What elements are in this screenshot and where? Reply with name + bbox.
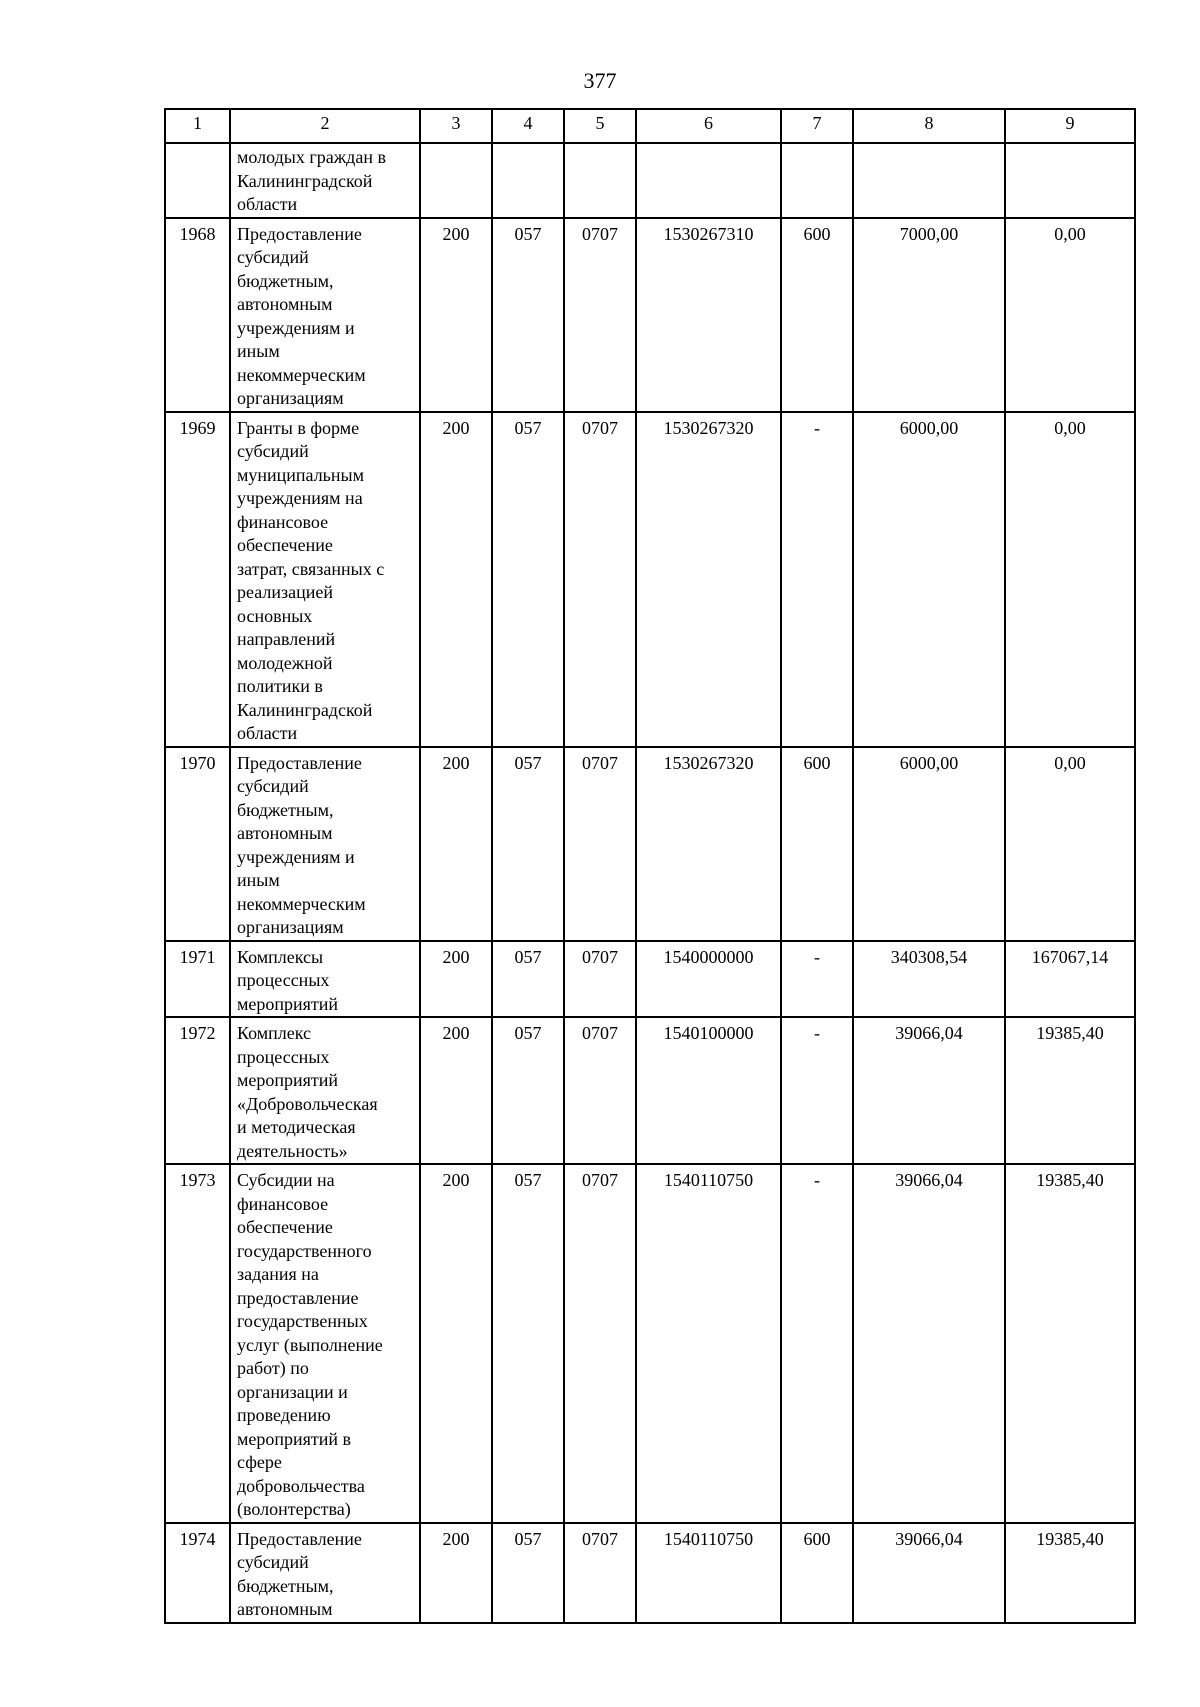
cell-col4: 057 <box>492 1017 564 1164</box>
cell-col5: 0707 <box>564 218 636 412</box>
cell-col6 <box>636 143 781 218</box>
row-number: 1969 <box>165 412 230 747</box>
table-row <box>165 412 1135 747</box>
cell-col6: 1530267320 <box>636 412 781 747</box>
column-header: 1 <box>165 109 230 143</box>
budget-table <box>164 108 1136 1624</box>
column-header: 9 <box>1005 109 1135 143</box>
cell-col5: 0707 <box>564 1523 636 1623</box>
cell-col3: 200 <box>420 747 492 941</box>
cell-col9: 0,00 <box>1005 747 1135 941</box>
row-number: 1968 <box>165 218 230 412</box>
item-name: молодых граждан в Калининградской области <box>230 143 420 218</box>
cell-col5: 0707 <box>564 412 636 747</box>
cell-col9: 167067,14 <box>1005 941 1135 1018</box>
row-number: 1973 <box>165 1164 230 1523</box>
cell-col7: 600 <box>781 1523 853 1623</box>
item-name: Предоставление субсидий бюджетным, автономным учреждениям и иным некоммерческим организациям <box>230 218 420 412</box>
cell-col4: 057 <box>492 747 564 941</box>
table-row <box>165 1523 1135 1623</box>
row-number: 1970 <box>165 747 230 941</box>
cell-col6: 1540100000 <box>636 1017 781 1164</box>
cell-col5: 0707 <box>564 1017 636 1164</box>
cell-col7: 600 <box>781 747 853 941</box>
row-number <box>165 143 230 218</box>
column-header: 7 <box>781 109 853 143</box>
column-number-row <box>165 109 1135 143</box>
cell-col9: 0,00 <box>1005 412 1135 747</box>
cell-col8: 340308,54 <box>853 941 1005 1018</box>
cell-col6: 1540110750 <box>636 1164 781 1523</box>
column-header: 2 <box>230 109 420 143</box>
row-number: 1972 <box>165 1017 230 1164</box>
cell-col4: 057 <box>492 941 564 1018</box>
item-name: Комплексы процессных мероприятий <box>230 941 420 1018</box>
cell-col9: 19385,40 <box>1005 1164 1135 1523</box>
item-name: Предоставление субсидий бюджетным, автономным <box>230 1523 420 1623</box>
cell-col3: 200 <box>420 1523 492 1623</box>
item-name: Гранты в форме субсидий муниципальным учреждениям на финансовое обеспечение затрат, связанных с реализацией основных направлений молодежной политики в Калининградской области <box>230 412 420 747</box>
cell-col8: 6000,00 <box>853 412 1005 747</box>
cell-col7 <box>781 143 853 218</box>
cell-col9 <box>1005 143 1135 218</box>
cell-col9: 0,00 <box>1005 218 1135 412</box>
cell-col9: 19385,40 <box>1005 1017 1135 1164</box>
cell-col4 <box>492 143 564 218</box>
cell-col5: 0707 <box>564 1164 636 1523</box>
column-header: 4 <box>492 109 564 143</box>
cell-col4: 057 <box>492 1523 564 1623</box>
column-header: 6 <box>636 109 781 143</box>
row-number: 1974 <box>165 1523 230 1623</box>
cell-col3: 200 <box>420 1017 492 1164</box>
column-header: 8 <box>853 109 1005 143</box>
cell-col3: 200 <box>420 412 492 747</box>
cell-col8: 6000,00 <box>853 747 1005 941</box>
table-row <box>165 218 1135 412</box>
table-row <box>165 941 1135 1018</box>
page-number: 377 <box>583 68 617 93</box>
table-row <box>165 1164 1135 1523</box>
cell-col3 <box>420 143 492 218</box>
cell-col8 <box>853 143 1005 218</box>
cell-col3: 200 <box>420 1164 492 1523</box>
cell-col3: 200 <box>420 941 492 1018</box>
cell-col6: 1530267320 <box>636 747 781 941</box>
cell-col4: 057 <box>492 218 564 412</box>
cell-col7: 600 <box>781 218 853 412</box>
cell-col5: 0707 <box>564 747 636 941</box>
cell-col8: 39066,04 <box>853 1164 1005 1523</box>
cell-col7: - <box>781 1017 853 1164</box>
item-name: Предоставление субсидий бюджетным, автономным учреждениям и иным некоммерческим организациям <box>230 747 420 941</box>
cell-col8: 39066,04 <box>853 1017 1005 1164</box>
item-name: Субсидии на финансовое обеспечение государственного задания на предоставление государственных услуг (выполнение работ) по организации и проведению мероприятий в сфере добровольчества (волонтерства) <box>230 1164 420 1523</box>
item-name: Комплекс процессных мероприятий «Добровольческая и методическая деятельность» <box>230 1017 420 1164</box>
cell-col6: 1540000000 <box>636 941 781 1018</box>
column-header: 5 <box>564 109 636 143</box>
table-row <box>165 143 1135 218</box>
cell-col3: 200 <box>420 218 492 412</box>
table-row <box>165 1017 1135 1164</box>
cell-col7: - <box>781 1164 853 1523</box>
cell-col6: 1540110750 <box>636 1523 781 1623</box>
cell-col4: 057 <box>492 412 564 747</box>
cell-col5: 0707 <box>564 941 636 1018</box>
row-number: 1971 <box>165 941 230 1018</box>
cell-col7: - <box>781 412 853 747</box>
cell-col7: - <box>781 941 853 1018</box>
cell-col8: 39066,04 <box>853 1523 1005 1623</box>
table-row <box>165 747 1135 941</box>
cell-col4: 057 <box>492 1164 564 1523</box>
column-header: 3 <box>420 109 492 143</box>
cell-col8: 7000,00 <box>853 218 1005 412</box>
cell-col5 <box>564 143 636 218</box>
cell-col6: 1530267310 <box>636 218 781 412</box>
cell-col9: 19385,40 <box>1005 1523 1135 1623</box>
